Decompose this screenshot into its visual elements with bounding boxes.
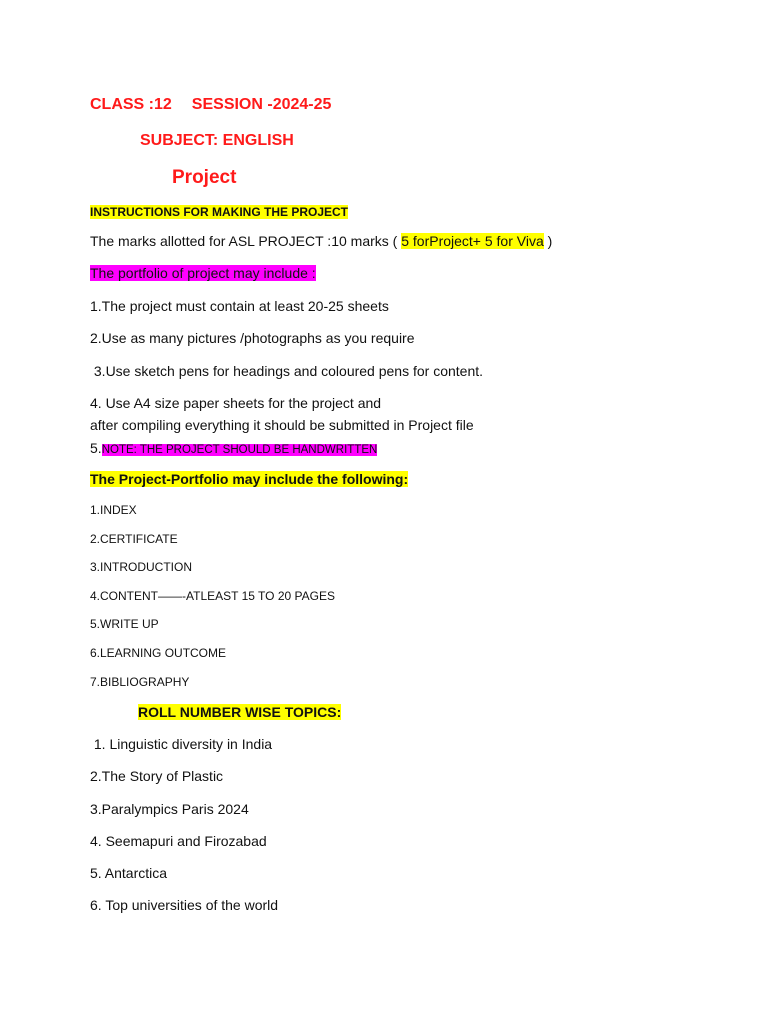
topic-item: 4. Seemapuri and Firozabad <box>90 833 267 849</box>
marks-highlight: 5 forProject+ 5 for Viva <box>401 233 544 249</box>
portfolio-intro <box>90 265 316 282</box>
marks-line <box>90 233 552 250</box>
topic-item: 5. Antarctica <box>90 865 168 881</box>
instruction-point-4-line-1: 4. Use A4 size paper sheets for the project and <box>90 395 382 411</box>
handwritten-note: NOTE: THE PROJECT SHOULD BE HANDWRITTEN <box>101 444 378 456</box>
portfolio-item-learning-outcome: 6.LEARNING OUTCOME <box>90 646 227 660</box>
portfolio-item-certificate: 2.CERTIFICATE <box>90 532 178 546</box>
class-session-line <box>90 95 331 114</box>
topics-heading-text: ROLL NUMBER WISE TOPICS: <box>138 704 342 720</box>
session-label: SESSION -2024-25 <box>191 96 332 113</box>
point-5-prefix: 5. <box>90 440 102 456</box>
topic-item: 2.The Story of Plastic <box>90 768 224 784</box>
portfolio-heading-text: The Project-Portfolio may include the following: <box>90 471 409 487</box>
portfolio-heading <box>90 471 408 488</box>
topic-item: 6. Top universities of the world <box>90 897 279 913</box>
portfolio-item-content: 4.CONTENT——-ATLEAST 15 TO 20 PAGES <box>90 589 335 603</box>
portfolio-item-bibliography: 7.BIBLIOGRAPHY <box>90 675 190 689</box>
project-title: Project <box>172 167 237 188</box>
instruction-point-1: 1.The project must contain at least 20-25 sheets <box>90 298 389 314</box>
topics-heading <box>138 704 341 721</box>
instructions-heading-text: INSTRUCTIONS FOR MAKING THE PROJECT <box>90 205 349 219</box>
instruction-point-3: 3.Use sketch pens for headings and coloured pens for content. <box>90 363 484 379</box>
instruction-point-5 <box>90 439 377 458</box>
instruction-point-4-line-2: after compiling everything it should be submitted in Project file <box>90 417 474 433</box>
marks-text: The marks allotted for ASL PROJECT :10 marks ( <box>90 233 402 249</box>
instructions-heading <box>90 205 348 219</box>
marks-close: ) <box>543 233 553 249</box>
subject-label: SUBJECT: ENGLISH <box>140 132 294 149</box>
portfolio-item-write-up: 5.WRITE UP <box>90 617 159 631</box>
class-label: CLASS :12 <box>90 96 172 113</box>
instruction-point-2: 2.Use as many pictures /photographs as you require <box>90 330 415 346</box>
topic-item: 3.Paralympics Paris 2024 <box>90 801 249 817</box>
portfolio-item-index: 1.INDEX <box>90 503 137 517</box>
portfolio-item-introduction: 3.INTRODUCTION <box>90 560 192 574</box>
topic-item: 1. Linguistic diversity in India <box>90 736 273 752</box>
portfolio-intro-text: The portfolio of project may include : <box>90 265 316 281</box>
